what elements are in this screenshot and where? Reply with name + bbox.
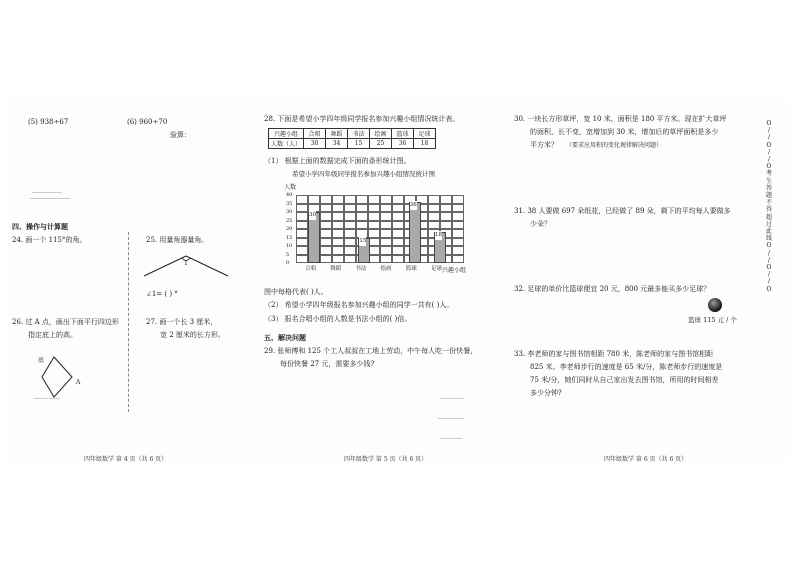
grid-cell (320, 221, 332, 230)
faint-writing (440, 438, 462, 439)
table-cell: 34 (326, 139, 348, 149)
question-30-line2: 的面积，长不变，宽增加到 30 米，增加后的草坪面积是多少 (530, 128, 719, 136)
grid-cell (344, 246, 356, 255)
grid-cell (452, 255, 464, 264)
table-cell: 18 (414, 139, 436, 149)
grid-cell (392, 238, 404, 247)
table-header-cell: 绘画 (370, 129, 392, 139)
margin-glyph: O (766, 163, 772, 171)
faint-writing (32, 192, 62, 193)
y-tick-label: 40 (286, 192, 293, 198)
grid-cell (380, 195, 392, 204)
table-cell: 15 (348, 139, 370, 149)
question-28: 28. 下面是希望小学四年级同学报名参加兴趣小组情况统计表。 (264, 115, 460, 123)
grid-cell (356, 195, 368, 204)
question-31-line2: 少朵？ (530, 220, 551, 228)
grid-cell (440, 195, 452, 204)
margin-glyph: O (766, 264, 772, 272)
grid-cell (332, 212, 344, 221)
data-label: 36 (409, 201, 417, 208)
margin-glyph: 生 (765, 177, 772, 185)
grid-cell (452, 212, 464, 221)
grid-cell (332, 246, 344, 255)
question-26-line1: 26. 过 A 点，画出下面平行四边形 (12, 318, 119, 326)
margin-glyph: / (767, 278, 771, 286)
faint-writing (30, 198, 70, 199)
grid-cell (320, 229, 332, 238)
table-header-cell: 足球 (414, 129, 436, 139)
margin-glyph: O (766, 141, 772, 149)
margin-glyph: 过 (765, 220, 772, 228)
grid-cell (368, 229, 380, 238)
grid-cell (380, 229, 392, 238)
calc-6: (6) 960÷70 (127, 118, 168, 126)
binding-margin-strip (760, 120, 778, 440)
margin-glyph: 题 (765, 192, 772, 200)
question-27-line2: 宽 2 厘米的长方形。 (160, 331, 225, 339)
y-tick-label: 0 (286, 260, 290, 266)
grid-cell (332, 221, 344, 230)
grid-cell (392, 255, 404, 264)
margin-glyph: 答 (765, 184, 772, 192)
grid-cell (356, 221, 368, 230)
y-tick-label: 25 (286, 217, 293, 224)
data-label: 15 (359, 237, 367, 244)
grid-cell (296, 212, 308, 221)
table-cell: 36 (392, 139, 414, 149)
data-label: 18 (435, 232, 442, 239)
grid-cell (320, 238, 332, 247)
margin-glyph: O (766, 285, 772, 293)
grid-cell (344, 195, 356, 204)
grid-cell (380, 238, 392, 247)
grid-cell (344, 238, 356, 247)
faint-writing (440, 398, 464, 399)
grid-cell (368, 221, 380, 230)
grid-cell (344, 204, 356, 213)
table-cell: 25 (370, 139, 392, 149)
grid-cell (320, 246, 332, 255)
y-tick-label: 5 (286, 251, 290, 258)
margin-glyph: / (767, 127, 771, 135)
y-tick-label: 10 (286, 243, 293, 249)
table-header-row (269, 129, 436, 139)
data-label: 30 (309, 212, 316, 218)
grid-cell (320, 255, 332, 264)
grid-cell (344, 212, 356, 221)
grid-cell (332, 204, 344, 213)
question-29-line1: 29. 张师傅和 125 个工人叔叔在工地上劳动，中午每人吃一份快餐， (264, 347, 478, 355)
grid-cell (380, 246, 392, 255)
y-tick-label: 35 (286, 200, 293, 207)
grid-cell (428, 212, 440, 221)
grid-cell (320, 195, 332, 204)
question-31-line1: 31. 38 人要做 697 朵纸花，已经做了 89 朵，剩下的平均每人要做多 (514, 207, 731, 215)
grid-cell (392, 246, 404, 255)
grid-cell (380, 255, 392, 264)
bar-篮球 (409, 202, 421, 263)
check-label: 验算： (170, 131, 191, 139)
table-header-cell: 篮球 (392, 129, 414, 139)
margin-glyph: 线 (765, 235, 772, 243)
question-33-line1: 33. 李老师的家与图书馆相距 780 米，陈老师的家与图书馆相距 (514, 350, 714, 358)
grid-cell (296, 238, 308, 247)
x-tick-label: 篮球 (405, 266, 417, 272)
margin-glyph: / (767, 271, 771, 279)
grid-cell (392, 204, 404, 213)
faint-writing (438, 418, 464, 419)
footer-page-6: 四年级数学 第 6 页（共 6 页） (604, 456, 688, 463)
y-tick-label: 20 (286, 226, 293, 232)
grid-cell (320, 212, 332, 221)
grid-note: 图中每格代表( )人。 (264, 288, 328, 296)
margin-glyph: 此 (765, 228, 772, 236)
angle-answer[interactable]: ∠1= ( ) ° (146, 290, 178, 298)
x-axis-label: 兴趣小组 (442, 267, 467, 274)
grid-cell (296, 229, 308, 238)
grid-cell (344, 229, 356, 238)
grid-cell (440, 221, 452, 230)
footer-page-4: 四年级数学 第 4 页（共 6 页） (84, 456, 168, 463)
table-header-cell: 书法 (348, 129, 370, 139)
question-25: 25. 用量角器量角。 (146, 236, 209, 244)
stats-table (268, 128, 436, 149)
grid-cell (296, 204, 308, 213)
margin-glyph: 得 (765, 206, 772, 214)
x-tick-label: 合唱 (305, 266, 317, 272)
grid-cell (308, 195, 320, 204)
dashed-divider (128, 232, 129, 412)
question-33-line2: 825 米。李老师步行的速度是 65 米/分，陈老师步行的速度是 (530, 363, 723, 371)
grid-cell (440, 204, 452, 213)
margin-glyph: 不 (765, 199, 772, 207)
margin-glyph: O (766, 120, 772, 127)
question-30-line1: 30. 一块长方形草坪，宽 10 米，面积是 180 平方米。现在扩大草坪 (514, 115, 727, 123)
grid-cell (452, 229, 464, 238)
grid-cell (392, 229, 404, 238)
grid-cell (296, 195, 308, 204)
x-tick-label: 绘画 (380, 266, 392, 272)
question-27-line1: 27. 画一个长 3 厘米， (146, 318, 218, 326)
margin-glyph: / (767, 156, 771, 164)
grid-cell (296, 246, 308, 255)
grid-cell (344, 221, 356, 230)
grid-cell (452, 238, 464, 247)
question-33-line3: 75 米/分，她们同时从自己家出发去图书馆，所用的时间相差 (530, 376, 719, 384)
margin-glyph: 超 (765, 213, 772, 221)
calc-5: (5) 938÷67 (28, 118, 69, 126)
margin-glyph: 考 (765, 170, 772, 178)
question-30-note: （要求应用积的变化规律解决问题） (566, 142, 663, 149)
grid-cell (356, 212, 368, 221)
footer-page-5: 四年级数学 第 5 页（共 6 页） (344, 456, 428, 463)
grid-cell (392, 221, 404, 230)
angle-mark: 1 (184, 260, 188, 267)
x-tick-label: 足球 (431, 266, 443, 272)
grid-cell (332, 229, 344, 238)
question-32: 32. 足球的单价比篮球便宜 20 元，800 元最多能买多少足球？ (514, 285, 711, 293)
chart-title: 希望小学四年级同学报名参加兴趣小组情况统计图 (292, 170, 435, 178)
margin-glyph: O (766, 242, 772, 250)
table-cell: 30 (304, 139, 326, 149)
basketball-icon (708, 298, 722, 312)
bar-chart (274, 183, 474, 275)
grid-cell (332, 195, 344, 204)
angle-diagram (142, 250, 232, 290)
grid-cell (296, 255, 308, 264)
sub-question-2: （2） 希望小学四年级报名参加兴趣小组的同学一共有( )人。 (264, 301, 454, 309)
grid-cell (440, 212, 452, 221)
question-30-line3: 平方米？ (530, 141, 558, 149)
margin-glyph: / (767, 134, 771, 142)
y-tick-label: 15 (286, 234, 293, 241)
question-29-line2: 每份快餐 27 元，需要多少钱? (280, 360, 375, 368)
grid-cell (356, 204, 368, 213)
table-header-cell: 舞蹈 (326, 129, 348, 139)
grid-cell (428, 204, 440, 213)
x-tick-label: 书法 (355, 266, 367, 272)
grid-cell (368, 195, 380, 204)
y-axis-label: 人数 (284, 184, 297, 191)
grid-cell (392, 195, 404, 204)
grid-cell (380, 221, 392, 230)
grid-cell (296, 221, 308, 230)
table-row-label: 人数（人） (269, 139, 304, 149)
margin-glyph: / (767, 148, 771, 156)
grid-cell (332, 255, 344, 264)
grid-cell (452, 221, 464, 230)
grid-cell (368, 204, 380, 213)
question-24: 24. 画一个 115°的角。 (12, 236, 87, 244)
point-a-label: A (76, 379, 81, 386)
grid-cell (452, 204, 464, 213)
sub-question-3: （3） 报名合唱小组的人数是书法小组的( )倍。 (264, 315, 412, 323)
table-row (269, 139, 436, 149)
grid-cell (320, 204, 332, 213)
question-33-line4: 多少分钟? (530, 389, 562, 397)
table-header-cell: 合唱 (304, 129, 326, 139)
grid-cell (332, 238, 344, 247)
y-tick-label: 30 (286, 209, 293, 215)
question-26-line2: 指定底上的高。 (28, 331, 77, 339)
section-4-title: 四、操作与计算题 (12, 222, 68, 231)
grid-cell (380, 212, 392, 221)
x-tick-label: 舞蹈 (330, 266, 342, 272)
grid-cell (452, 195, 464, 204)
section-5-title: 五、解决问题 (264, 333, 306, 342)
margin-glyph: / (767, 249, 771, 257)
basketball-price: 篮球 115 元 / 个 (688, 316, 737, 324)
grid-cell (452, 246, 464, 255)
table-header-cell: 兴趣小组 (269, 129, 304, 139)
base-label: 底 (38, 357, 45, 364)
grid-cell (428, 195, 440, 204)
exam-sheet (6, 100, 790, 460)
margin-glyph: / (767, 256, 771, 264)
grid-cell (428, 221, 440, 230)
grid-cell (392, 212, 404, 221)
grid-cell (344, 255, 356, 264)
faint-writing (34, 398, 60, 399)
sub-question-1: （1） 根据上面的数据完成下面的条形统计图。 (264, 157, 411, 165)
grid-cell (368, 212, 380, 221)
grid-cell (380, 204, 392, 213)
